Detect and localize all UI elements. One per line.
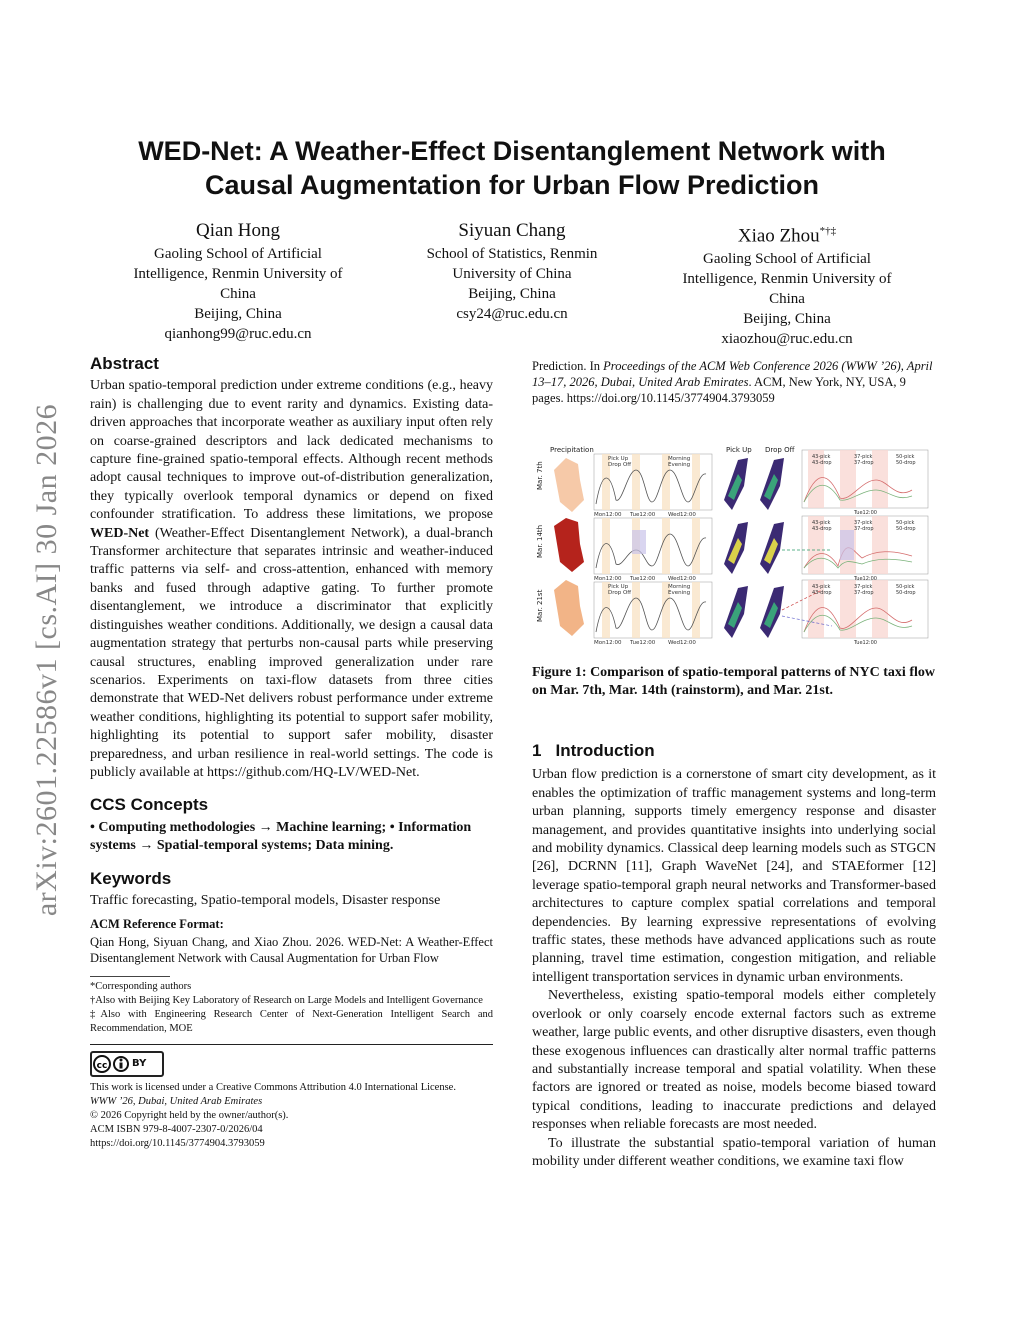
venue-line: WWW ’26, Dubai, United Arab Emirates [90,1096,263,1108]
region-legend: 50-pick [896,454,915,460]
region-x-tick: Tue12:00 [854,640,877,646]
precip-map [554,518,584,572]
abstract-heading: Abstract [90,354,159,373]
footnote-rule [90,976,170,977]
svg-text:cc: cc [96,1061,108,1072]
legend-item: Evening [668,462,691,468]
author-affiliation: School of Statistics, Renmin [426,246,598,262]
region-x-tick: Tue12:00 [854,510,877,516]
region-legend: 37-pick [854,454,873,460]
abstract-text: Urban spatio-temporal prediction under extreme conditions (e.g., heavy rain) is challenging due to event rarity and dynamics. Existing data-driven approaches that incorporate weather as auxiliary input often rely on coarse-grained descriptors and lack dedicated mechanisms to capture fine-grained spatio-temporal effects. Although recent methods adopt causal techniques to improve out-of-distribution generalization, they typically overlook temporal dynamics or depend on fixed confounder stratification. To address these limitations, we propose WED-Net (Weather-Effect Disentanglement Network), a dual-branch Transformer architecture that separates intrinsic and weather-induced traffic patterns via self- and cross-attention, enhanced with memory banks and fused through adaptive gating. To further promote disentanglement, we introduce a discriminator that explicitly distinguishes weather conditions. Additionally, we design a causal data augmentation strategy that perturbs non-causal parts while preserving causal structures, enabling improved generalization under rare scenarios. Experiments on taxi-flow datasets from three cities demonstrate that WED-Net delivers robust performance under extreme weather conditions, highlighting its potential to support safer mobility, highlighting its potential to support safer mobility, disaster preparedness, and urban resilience in real-world settings. The code is publicly available at https://github.com/HQ-LV/WED-Net. [90,378,493,780]
author-block-2 [387,220,637,324]
author-email[interactable]: csy24@ruc.edu.cn [456,306,568,322]
acm-ref-continuation: Prediction. In Proceedings of the ACM Web Conference 2026 (WWW ’26), April 13–17, 2026, Dubai, United Arab Emirates. ACM, New York, NY, USA, 9 pages. https://doi.org/10.1145/3774904.3793059 [532,359,933,405]
author-affiliation: Gaoling School of Artificial [703,251,871,268]
region-legend: 37-drop [854,460,874,466]
legend-item: Morning [668,584,691,590]
cc-by-label: BY [132,1058,147,1070]
region-legend: 43-drop [812,526,832,532]
paper-title [100,134,924,202]
copyright-line: © 2026 Copyright held by the owner/author(s). [90,1110,289,1122]
license-line: This work is licensed under a Creative Commons Attribution 4.0 International License. [90,1082,456,1094]
keywords-text: Traffic forecasting, Spatio-temporal models, Disaster response [90,892,441,908]
x-tick: Wed12:00 [668,512,696,518]
dropoff-label: Drop Off [765,446,795,454]
ccs-heading: CCS Concepts [90,795,209,815]
license-rule [90,1044,493,1045]
x-tick: Tue12:00 [630,640,656,646]
region-legend: 50-drop [896,526,916,532]
figure-1 [532,440,932,648]
author-marks: *†‡ [819,225,837,237]
region-legend: 50-drop [896,460,916,466]
row-label: Mar. 14th [536,524,544,558]
precip-label: Precipitation [550,446,594,454]
legend-item: Drop Off [608,462,632,468]
isbn-line: ACM ISBN 979-8-4007-2307-0/2026/04 [90,1124,263,1136]
author-name: Qian Hong [196,220,280,241]
region-legend: 43-pick [812,584,831,590]
cc-icon [92,1054,132,1074]
legend-item: Evening [668,590,691,596]
author-block-3 [662,220,912,349]
region-x-tick: Tue12:00 [854,576,877,582]
ccs-concepts: • Computing methodologies → Machine learning; • Information systems → Spatial-temporal systems; Data mining. [90,819,472,854]
author-name: Xiao Zhou*†‡ [737,225,837,247]
precip-map [554,580,584,636]
cc-by-badge[interactable] [90,1051,164,1077]
author-block-1 [113,220,363,344]
author-email[interactable]: qianhong99@ruc.edu.cn [164,326,312,342]
region-legend: 37-drop [854,590,874,596]
figure-caption: Figure 1: Comparison of spatio-temporal patterns of NYC taxi flow on Mar. 7th, Mar. 14th (rainstorm), and Mar. 21st. [532,665,935,698]
row-label: Mar. 21st [536,589,544,622]
region-legend: 50-drop [896,590,916,596]
pickup-label: Pick Up [726,446,752,454]
rainstorm-highlight [840,530,854,560]
arxiv-id-text: arXiv:2601.22586v1 [cs.AI] 30 Jan 2026 [30,403,63,917]
legend-item: Drop Off [608,590,632,596]
author-affiliation: China [769,291,805,308]
x-tick: Mon12:00 [594,640,622,646]
author-affiliation: Gaoling School of Artificial [154,246,322,262]
pickup-dropoff-maps [724,458,784,638]
region-legend: 37-pick [854,520,873,526]
author-email[interactable]: xiaozhou@ruc.edu.cn [721,331,853,348]
intro-paragraph-1: Urban flow prediction is a cornerstone of smart city development, as it enables the optimization of traffic management systems and long-term urban planning, supports timely emergency response and disaster management, and provides quantitative insights into underlying social and mobility dynamics. Classical deep learning models such as STGCN [26], DCRNN [11], Graph WaveNet [24], and STAEformer [12] leverage spatio-temporal graph neural networks and Transformer-based architectures to capture complex spatial correlations and temporal dependencies. By learning expressive representations of evolving traffic states, these methods have advanced applications such as route planning, travel time estimation, congestion mitigation, and reliable intelligent transportation services in dynamic urban environments. [532,767,936,985]
doi-line[interactable]: https://doi.org/10.1145/3774904.3793059 [90,1138,265,1150]
x-tick: Mon12:00 [594,576,622,582]
footnote-1: *Corresponding authors [90,981,192,993]
row-label: Mar. 7th [536,461,544,490]
author-affiliation: China [220,286,256,302]
author-affiliation: Intelligence, Renmin University of [682,271,892,288]
acm-ref-heading: ACM Reference Format: [90,917,224,932]
region-legend: 43-drop [812,590,832,596]
region-legend: 50-pick [896,584,915,590]
keywords-heading: Keywords [90,868,172,888]
arxiv-identifier [32,375,62,945]
region-legend: 50-pick [896,520,915,526]
x-tick: Wed12:00 [668,576,696,582]
legend-item: Pick Up [608,456,629,462]
author-affiliation: University of China [452,266,572,282]
legend-item: Morning [668,456,691,462]
footnote-3: ‡Also with Engineering Research Center of Next-Generation Intelligent Search and Recommendation, MOE [90,1009,493,1035]
author-name: Siyuan Chang [458,220,566,241]
x-tick: Tue12:00 [630,512,656,518]
left-column [90,355,493,1151]
x-tick: Wed12:00 [668,640,696,646]
precip-map [554,458,584,512]
intro-heading: 1 Introduction [532,741,655,760]
region-legend: 37-pick [854,584,873,590]
author-location: Beijing, China [743,311,831,328]
region-legend: 43-drop [812,460,832,466]
footnote-2: †Also with Beijing Key Laboratory of Research on Large Models and Intelligent Governance [90,995,483,1007]
intro-paragraph-3: To illustrate the substantial spatio-temporal variation of human mobility under different weather conditions, we examine taxi flow [532,1135,936,1169]
x-tick: Tue12:00 [630,576,656,582]
intro-paragraph-2: Nevertheless, existing spatio-temporal models either completely overlook or only coarsely encode external factors such as extreme weather, large public events, and other disruptive disasters, even though these exogenous influences can drastically alter normal traffic patterns and substantially increase temporal and spatial volatility. When these factors are ignored or treated as noise, models become biased toward typical conditions, leading to inaccurate predictions and delayed responses when reliable forecasts are most needed. [532,988,936,1133]
x-tick: Mon12:00 [594,512,622,518]
rainstorm-highlight [632,530,646,554]
legend-item: Pick Up [608,584,629,590]
title-line-2: Causal Augmentation for Urban Flow Prediction [204,170,820,200]
region-legend: 43-pick [812,520,831,526]
abstract-method-name: WED-Net [90,525,150,541]
region-legend: 43-pick [812,454,831,460]
title-line-1: WED-Net: A Weather-Effect Disentanglement Network with [138,136,886,166]
author-affiliation: Intelligence, Renmin University of [133,266,343,282]
acm-ref-text: Qian Hong, Siyuan Chang, and Xiao Zhou. 2026. WED-Net: A Weather-Effect Disentanglement Network with Causal Augmentation for Urban Flow [90,935,493,966]
author-location: Beijing, China [194,306,282,322]
intro-section [532,742,936,1171]
region-legend: 37-drop [854,526,874,532]
author-location: Beijing, China [468,286,556,302]
